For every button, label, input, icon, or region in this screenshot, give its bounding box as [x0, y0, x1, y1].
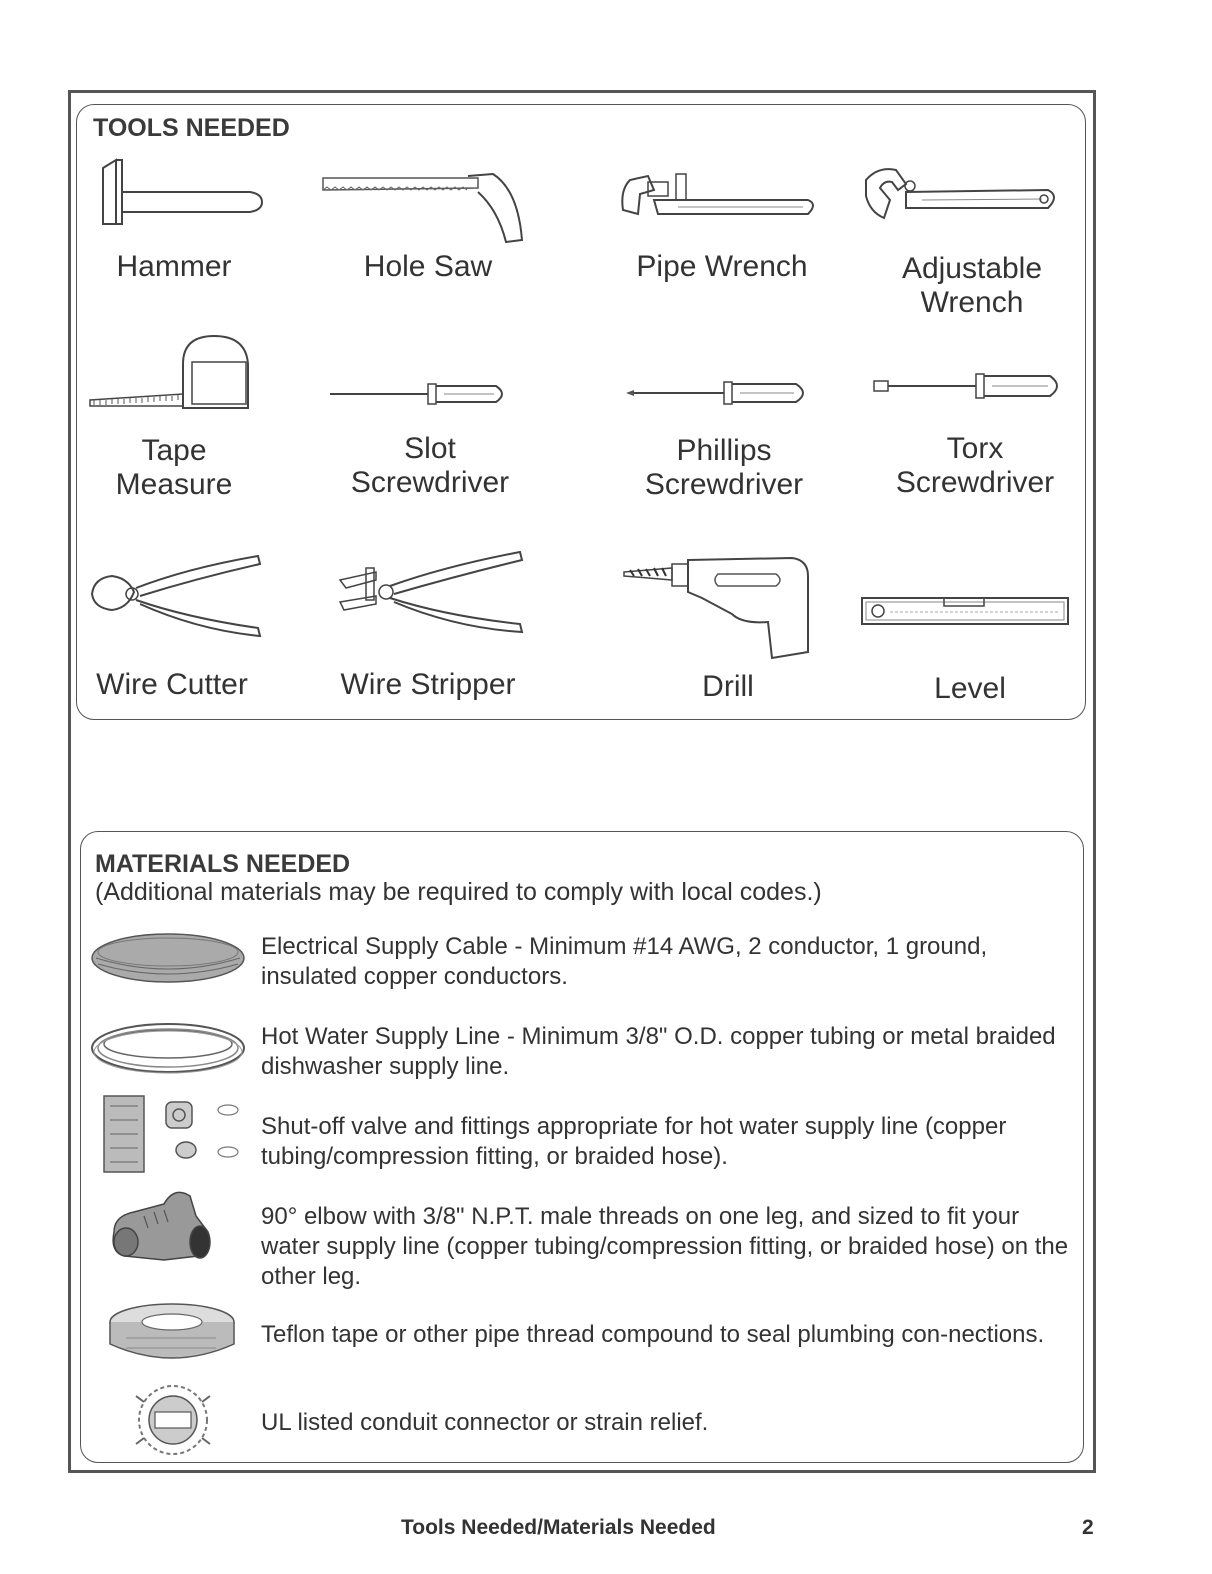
tape-measure-icon	[88, 334, 263, 412]
material-text: UL listed conduit connector or strain relief.	[261, 1409, 709, 1436]
drill-icon	[622, 552, 814, 662]
tool-label: Slot Screwdriver	[350, 432, 510, 499]
tool-label: Pipe Wrench	[636, 250, 808, 283]
material-text: Electrical Supply Cable - Minimum #14 AWG, 2 conductor, 1 ground, insulated copper conductors.	[261, 933, 988, 990]
tool-label: Hole Saw	[363, 250, 493, 283]
wire-stripper-icon	[336, 546, 526, 638]
tool-label: Torx Screwdriver	[895, 432, 1055, 499]
teflon-tape-icon	[106, 1300, 238, 1366]
pipe-wrench-icon	[618, 170, 823, 220]
cable-coil-icon	[88, 930, 248, 986]
materials-heading: MATERIALS NEEDED	[95, 850, 351, 878]
page-number: 2	[1082, 1516, 1094, 1539]
tool-label: Hammer	[116, 250, 232, 283]
slot-screwdriver-icon	[326, 380, 511, 408]
torx-screwdriver-icon	[872, 370, 1067, 404]
tubing-coil-icon	[88, 1018, 248, 1076]
material-text: 90° elbow with 3/8" N.P.T. male threads on one leg, and sized to fit your water supply line (copper tubing/compression fitting, or braided hose) on the other leg.	[261, 1203, 1069, 1290]
tools-heading: TOOLS NEEDED	[93, 114, 290, 142]
conduit-connector-icon	[118, 1380, 228, 1460]
tool-label: Phillips Screwdriver	[644, 434, 804, 501]
footer-title: Tools Needed/Materials Needed	[401, 1516, 716, 1539]
hammer-icon	[100, 158, 270, 228]
phillips-screwdriver-icon	[624, 378, 814, 408]
material-text: Teflon tape or other pipe thread compound to seal plumbing con-nections.	[261, 1321, 1045, 1348]
material-text: Shut-off valve and fittings appropriate for hot water supply line (copper tubing/compression fitting, or braided hose).	[261, 1113, 1007, 1170]
level-icon	[860, 596, 1072, 628]
material-text: Hot Water Supply Line - Minimum 3/8" O.D. copper tubing or metal braided dishwasher supply line.	[261, 1023, 1056, 1080]
tool-label: Drill	[702, 670, 754, 703]
tool-label: Adjustable Wrench	[901, 252, 1043, 319]
tool-label: Wire Cutter	[96, 668, 248, 701]
tool-label: Wire Stripper	[340, 668, 516, 701]
elbow-fitting-icon	[104, 1186, 224, 1266]
valve-fittings-icon	[100, 1092, 248, 1178]
adjustable-wrench-icon	[862, 166, 1062, 226]
tool-label: Tape Measure	[115, 434, 233, 501]
wire-cutter-icon	[88, 548, 268, 640]
tool-label: Level	[934, 672, 1006, 705]
materials-subtitle: (Additional materials may be required to comply with local codes.)	[95, 878, 822, 906]
saw-icon	[318, 170, 528, 250]
